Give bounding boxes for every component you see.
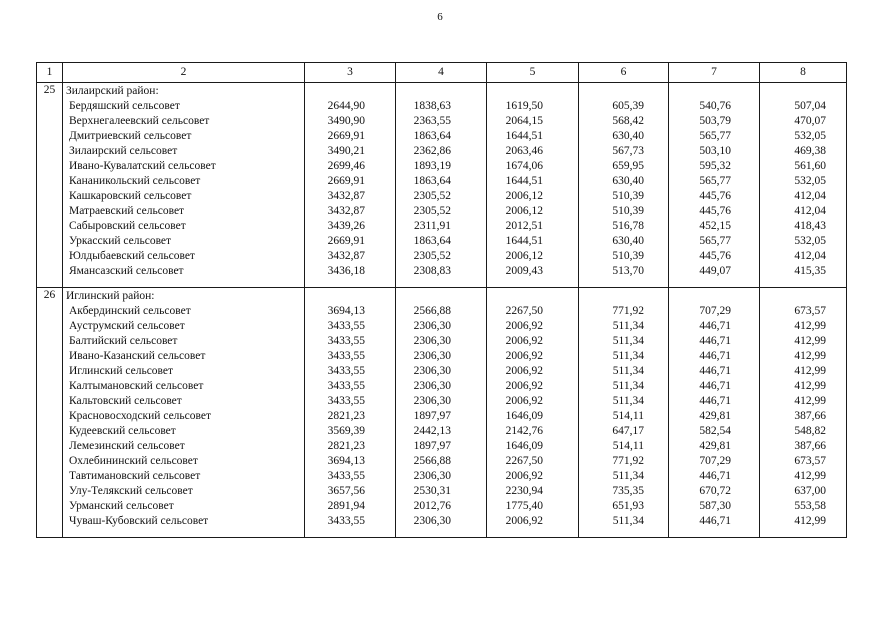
selsovet-name: Тавтимановский сельсовет	[69, 470, 201, 482]
value-cell: 446,71	[699, 320, 731, 332]
blank-line	[579, 84, 668, 99]
blank-line	[579, 289, 668, 304]
value-cell: 412,04	[794, 205, 826, 217]
value-cell: 3657,56	[327, 485, 365, 497]
value-cell: 630,40	[612, 235, 644, 247]
value-cell: 1893,19	[413, 160, 451, 172]
value-cell: 2306,30	[413, 470, 451, 482]
value-cell: 415,35	[794, 265, 826, 277]
value-cell: 2305,52	[413, 250, 451, 262]
value-cell: 449,07	[699, 265, 731, 277]
value-cell: 446,71	[699, 365, 731, 377]
district-number: 26	[37, 288, 63, 538]
value-cell: 637,00	[794, 485, 826, 497]
value-cell: 514,11	[612, 440, 644, 452]
value-cell: 511,34	[612, 470, 644, 482]
value-cell: 412,99	[794, 350, 826, 362]
value-cell: 771,92	[612, 305, 644, 317]
blank-line	[487, 84, 578, 99]
page-number: 6	[437, 11, 443, 23]
value-cell: 412,99	[794, 515, 826, 527]
value-cell: 1644,51	[505, 175, 543, 187]
value-cell: 2064,15	[505, 115, 543, 127]
value-cell: 1644,51	[505, 235, 543, 247]
value-cell: 567,73	[612, 145, 644, 157]
value-cell: 446,71	[699, 350, 731, 362]
value-cell: 2006,12	[505, 250, 543, 262]
selsovet-name: Акбердинский сельсовет	[69, 305, 191, 317]
value-cell: 511,34	[612, 380, 644, 392]
selsovet-name: Чуваш-Кубовский сельсовет	[69, 515, 209, 527]
value-cell: 2311,91	[414, 220, 451, 232]
value-cell: 2006,92	[505, 515, 543, 527]
value-cell: 565,77	[699, 235, 731, 247]
value-cell: 548,82	[794, 425, 826, 437]
value-cell: 2308,83	[413, 265, 451, 277]
district-title: Зилаирский район:	[66, 85, 159, 97]
value-cell: 659,95	[612, 160, 644, 172]
value-cell: 2644,90	[327, 100, 365, 112]
selsovet-name: Матраевский сельсовет	[69, 205, 185, 217]
names-cell	[63, 288, 305, 538]
value-cell: 2306,30	[413, 365, 451, 377]
value-cell: 511,34	[612, 335, 644, 347]
value-cell: 2006,12	[505, 190, 543, 202]
value-cell: 446,71	[699, 335, 731, 347]
value-cell: 445,76	[699, 205, 731, 217]
value-cell: 2230,94	[505, 485, 543, 497]
value-cell: 605,39	[612, 100, 644, 112]
value-cell: 771,92	[612, 455, 644, 467]
value-cell: 513,70	[612, 265, 644, 277]
value-cell: 3433,55	[327, 320, 365, 332]
column-header: 4	[396, 63, 487, 83]
value-cell: 1863,64	[413, 235, 451, 247]
value-cell: 516,78	[612, 220, 644, 232]
value-column-6	[579, 83, 669, 288]
value-cell: 429,81	[699, 410, 731, 422]
value-cell: 2566,88	[413, 455, 451, 467]
selsovet-name: Кудеевский сельсовет	[69, 425, 176, 437]
value-column-7	[669, 288, 760, 538]
value-column-5	[487, 288, 579, 538]
blank-line	[760, 84, 846, 99]
value-cell: 387,66	[794, 410, 826, 422]
value-cell: 2699,46	[327, 160, 365, 172]
table-header-row	[37, 63, 847, 83]
value-cell: 2306,30	[413, 350, 451, 362]
value-cell: 2006,92	[505, 380, 543, 392]
blank-line	[669, 84, 759, 99]
value-cell: 3432,87	[327, 250, 365, 262]
value-cell: 2306,30	[413, 380, 451, 392]
blank-line	[396, 84, 486, 99]
value-cell: 412,99	[794, 335, 826, 347]
value-cell: 510,39	[612, 250, 644, 262]
value-cell: 511,34	[612, 395, 644, 407]
blank-line	[305, 84, 395, 99]
value-cell: 2305,52	[413, 190, 451, 202]
value-cell: 469,38	[794, 145, 826, 157]
value-cell: 582,54	[699, 425, 731, 437]
value-cell: 2891,94	[327, 500, 365, 512]
value-cell: 3433,55	[327, 365, 365, 377]
value-cell: 3439,26	[327, 220, 365, 232]
blank-line	[487, 289, 578, 304]
value-cell: 2267,50	[505, 305, 543, 317]
value-cell: 511,34	[612, 350, 644, 362]
value-column-3	[305, 288, 396, 538]
column-header: 1	[37, 63, 63, 83]
value-cell: 2012,51	[505, 220, 543, 232]
district-number: 25	[37, 83, 63, 288]
value-cell: 630,40	[612, 175, 644, 187]
value-cell: 446,71	[699, 395, 731, 407]
selsovet-name: Красновосходский сельсовет	[69, 410, 212, 422]
value-cell: 1897,97	[413, 440, 451, 452]
value-cell: 446,71	[699, 470, 731, 482]
value-cell: 2821,23	[327, 440, 365, 452]
value-cell: 707,29	[699, 455, 731, 467]
value-cell: 510,39	[612, 190, 644, 202]
value-cell: 2063,46	[505, 145, 543, 157]
value-cell: 1863,64	[413, 130, 451, 142]
value-cell: 2006,92	[505, 335, 543, 347]
value-cell: 568,42	[612, 115, 644, 127]
tariff-table	[36, 62, 847, 538]
value-cell: 412,99	[794, 365, 826, 377]
value-cell: 651,93	[612, 500, 644, 512]
value-column-8	[760, 83, 847, 288]
value-cell: 2267,50	[505, 455, 543, 467]
selsovet-name: Урманский сельсовет	[69, 500, 174, 512]
value-cell: 445,76	[699, 190, 731, 202]
column-header: 5	[487, 63, 579, 83]
selsovet-name: Бердяшский сельсовет	[69, 100, 180, 112]
value-cell: 2306,30	[413, 515, 451, 527]
value-cell: 1838,63	[413, 100, 451, 112]
value-cell: 2363,55	[413, 115, 451, 127]
value-cell: 412,99	[794, 380, 826, 392]
value-cell: 511,34	[612, 365, 644, 377]
value-cell: 707,29	[699, 305, 731, 317]
district-group-row	[37, 288, 847, 538]
value-cell: 510,39	[612, 205, 644, 217]
value-cell: 2306,30	[413, 335, 451, 347]
value-cell: 412,04	[794, 190, 826, 202]
value-cell: 445,76	[699, 250, 731, 262]
value-cell: 507,04	[794, 100, 826, 112]
column-header: 2	[63, 63, 305, 83]
value-cell: 387,66	[794, 440, 826, 452]
value-cell: 2006,92	[505, 350, 543, 362]
value-column-8	[760, 288, 847, 538]
value-cell: 673,57	[794, 455, 826, 467]
value-column-6	[579, 288, 669, 538]
value-cell: 446,71	[699, 380, 731, 392]
value-cell: 1619,50	[505, 100, 543, 112]
value-cell: 3694,13	[327, 455, 365, 467]
value-cell: 673,57	[794, 305, 826, 317]
column-header: 8	[760, 63, 847, 83]
value-cell: 2006,92	[505, 395, 543, 407]
value-cell: 511,34	[612, 515, 644, 527]
value-cell: 2669,91	[327, 175, 365, 187]
selsovet-name: Верхнегалеевский сельсовет	[69, 115, 210, 127]
selsovet-name: Кашкаровский сельсовет	[69, 190, 192, 202]
value-cell: 3433,55	[327, 395, 365, 407]
value-cell: 503,79	[699, 115, 731, 127]
value-column-3	[305, 83, 396, 288]
value-cell: 587,30	[699, 500, 731, 512]
value-cell: 2821,23	[327, 410, 365, 422]
value-cell: 2142,76	[505, 425, 543, 437]
selsovet-name: Лемезинский сельсовет	[69, 440, 185, 452]
value-cell: 452,15	[699, 220, 731, 232]
value-cell: 1674,06	[505, 160, 543, 172]
value-cell: 553,58	[794, 500, 826, 512]
value-cell: 595,32	[699, 160, 731, 172]
value-cell: 561,60	[794, 160, 826, 172]
value-cell: 3433,55	[327, 515, 365, 527]
value-cell: 514,11	[612, 410, 644, 422]
selsovet-name: Уркасский сельсовет	[69, 235, 172, 247]
value-cell: 412,99	[794, 470, 826, 482]
selsovet-name: Кальтовский сельсовет	[69, 395, 182, 407]
selsovet-name: Ивано-Кувалатский сельсовет	[69, 160, 216, 172]
blank-line	[760, 289, 846, 304]
value-cell: 3436,18	[327, 265, 365, 277]
value-cell: 630,40	[612, 130, 644, 142]
value-cell: 3490,21	[327, 145, 365, 157]
value-cell: 2669,91	[327, 235, 365, 247]
value-cell: 2362,86	[413, 145, 451, 157]
selsovet-name: Ауструмский сельсовет	[69, 320, 185, 332]
value-cell: 2306,30	[413, 320, 451, 332]
value-column-7	[669, 83, 760, 288]
value-cell: 565,77	[699, 175, 731, 187]
blank-line	[669, 289, 759, 304]
value-cell: 446,71	[699, 515, 731, 527]
value-cell: 3490,90	[327, 115, 365, 127]
value-cell: 3433,55	[327, 380, 365, 392]
value-cell: 1644,51	[505, 130, 543, 142]
column-header: 3	[305, 63, 396, 83]
selsovet-name: Кананикольский сельсовет	[69, 175, 201, 187]
value-cell: 3569,39	[327, 425, 365, 437]
selsovet-name: Дмитриевский сельсовет	[69, 130, 192, 142]
selsovet-name: Балтийский сельсовет	[69, 335, 178, 347]
value-cell: 470,07	[794, 115, 826, 127]
value-cell: 2009,43	[505, 265, 543, 277]
column-header: 7	[669, 63, 760, 83]
value-cell: 670,72	[699, 485, 731, 497]
value-cell: 565,77	[699, 130, 731, 142]
value-cell: 2306,30	[413, 395, 451, 407]
selsovet-name: Ямансазский сельсовет	[69, 265, 184, 277]
district-group-row	[37, 83, 847, 288]
value-cell: 412,99	[794, 395, 826, 407]
value-cell: 2006,92	[505, 365, 543, 377]
value-cell: 412,99	[794, 320, 826, 332]
value-cell: 532,05	[794, 130, 826, 142]
value-cell: 735,35	[612, 485, 644, 497]
value-cell: 2012,76	[413, 500, 451, 512]
value-cell: 1897,97	[413, 410, 451, 422]
value-cell: 1646,09	[505, 410, 543, 422]
value-cell: 429,81	[699, 440, 731, 452]
value-cell: 2006,12	[505, 205, 543, 217]
value-cell: 532,05	[794, 175, 826, 187]
value-cell: 418,43	[794, 220, 826, 232]
value-cell: 2669,91	[327, 130, 365, 142]
value-cell: 3433,55	[327, 335, 365, 347]
blank-line	[305, 289, 395, 304]
value-column-5	[487, 83, 579, 288]
value-column-4	[396, 288, 487, 538]
value-cell: 2305,52	[413, 205, 451, 217]
value-cell: 532,05	[794, 235, 826, 247]
value-cell: 3694,13	[327, 305, 365, 317]
column-header: 6	[579, 63, 669, 83]
selsovet-name: Юлдыбаевский сельсовет	[69, 250, 195, 262]
value-cell: 3433,55	[327, 470, 365, 482]
value-cell: 1775,40	[505, 500, 543, 512]
value-cell: 2442,13	[413, 425, 451, 437]
value-cell: 2006,92	[505, 470, 543, 482]
selsovet-name: Иглинский сельсовет	[69, 365, 174, 377]
blank-line	[396, 289, 486, 304]
value-cell: 3432,87	[327, 205, 365, 217]
selsovet-name: Улу-Телякский сельсовет	[69, 485, 193, 497]
district-title: Иглинский район:	[66, 290, 155, 302]
value-cell: 2530,31	[413, 485, 451, 497]
selsovet-name: Зилаирский сельсовет	[69, 145, 178, 157]
selsovet-name: Сабыровский сельсовет	[69, 220, 186, 232]
selsovet-name: Ивано-Казанский сельсовет	[69, 350, 206, 362]
value-cell: 647,17	[612, 425, 644, 437]
names-cell	[63, 83, 305, 288]
value-cell: 412,04	[794, 250, 826, 262]
value-cell: 1863,64	[413, 175, 451, 187]
value-cell: 2006,92	[505, 320, 543, 332]
value-cell: 511,34	[612, 320, 644, 332]
selsovet-name: Охлебининский сельсовет	[69, 455, 198, 467]
value-cell: 3433,55	[327, 350, 365, 362]
value-column-4	[396, 83, 487, 288]
value-cell: 3432,87	[327, 190, 365, 202]
value-cell: 1646,09	[505, 440, 543, 452]
value-cell: 2566,88	[413, 305, 451, 317]
value-cell: 540,76	[699, 100, 731, 112]
selsovet-name: Калтымановский сельсовет	[69, 380, 204, 392]
value-cell: 503,10	[699, 145, 731, 157]
